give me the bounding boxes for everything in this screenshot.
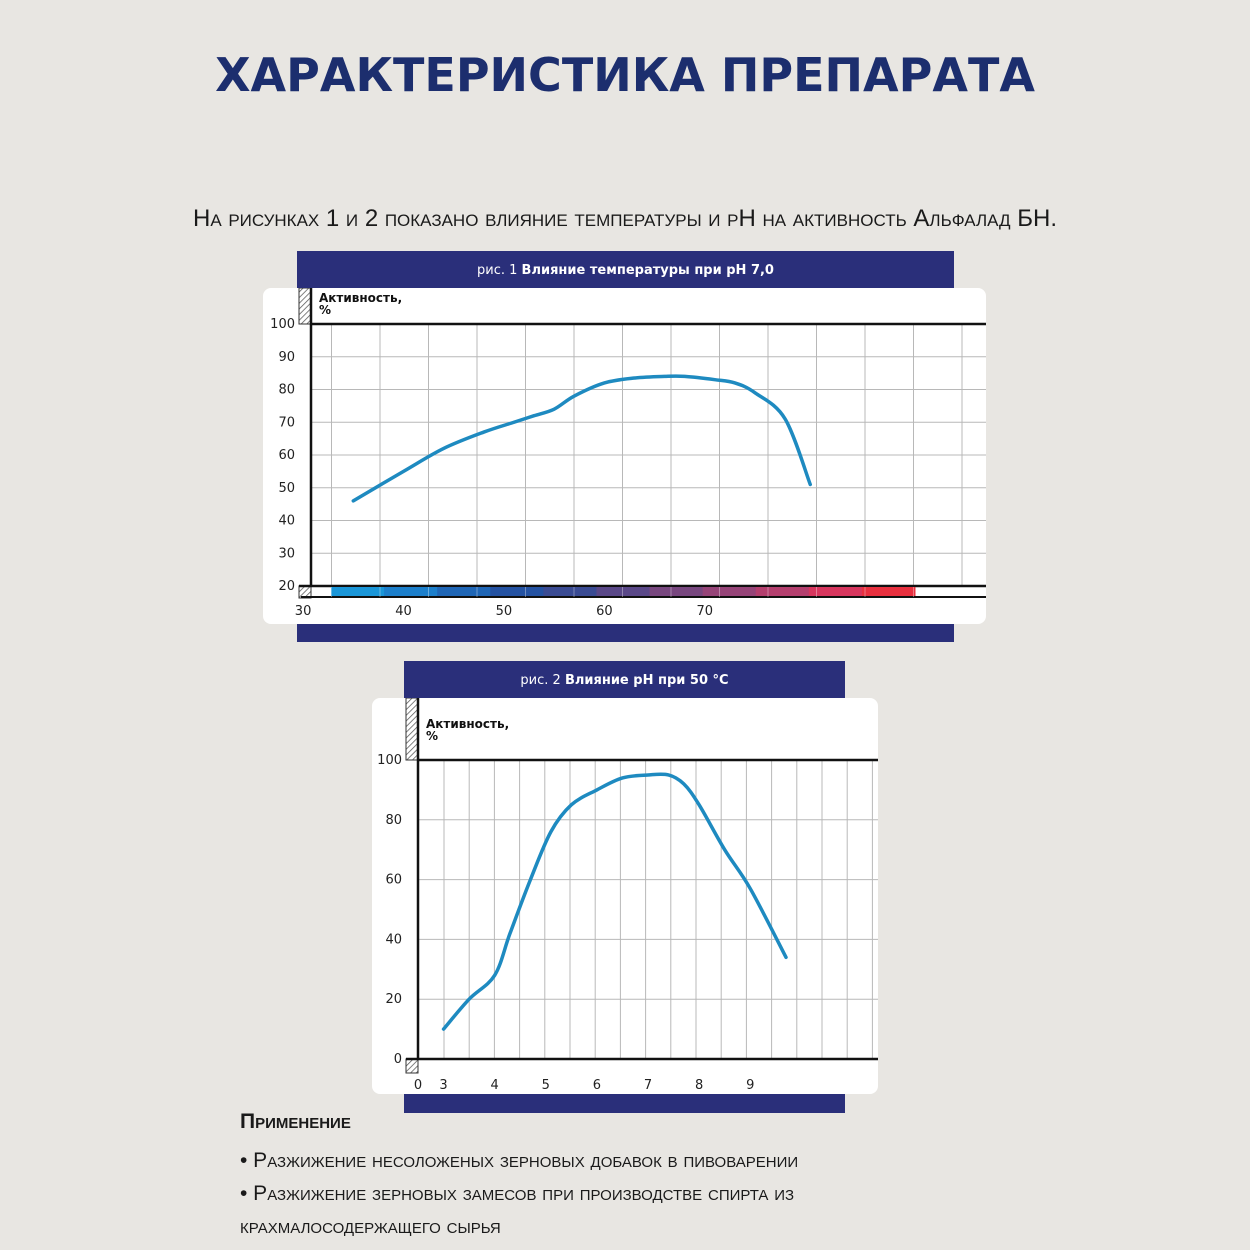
y-tick-label: 80	[278, 382, 295, 398]
temperature-color-segment	[437, 587, 491, 597]
y-tick-label: 30	[278, 546, 295, 562]
x-tick-label: 3	[439, 1078, 448, 1093]
application-list	[240, 1144, 1140, 1243]
application-item: крахмалосодержащего сырья	[240, 1215, 501, 1238]
temperature-color-segment	[596, 587, 650, 597]
x-tick-label: 5	[541, 1078, 550, 1093]
y-tick-label: 60	[385, 872, 402, 888]
chart2-caption	[404, 673, 845, 688]
temperature-color-segment	[756, 587, 810, 597]
y-tick-label: 60	[278, 448, 295, 463]
application-item: • Разжижение несоложеных зерновых добавок в пивоварении	[240, 1149, 799, 1172]
chart1-caption-title: Влияние температуры при pH 7,0	[521, 263, 774, 278]
application-item: • Разжижение зерновых замесов при производстве спирта из	[240, 1182, 795, 1205]
page-title: ХАРАКТЕРИСТИКА ПРЕПАРАТА	[215, 48, 1035, 102]
y-tick-label: 40	[385, 932, 402, 948]
y-axis-label: Активность,	[426, 717, 510, 731]
axis-hatch-post	[406, 698, 418, 760]
activity-curve	[353, 376, 810, 501]
chart2-card	[372, 698, 878, 1094]
y-tick-label: 100	[270, 317, 295, 332]
axis-hatch-stub	[406, 1059, 418, 1073]
x-tick-label: 60	[596, 604, 613, 619]
x-tick-label: 70	[696, 604, 714, 619]
x-tick-label: 8	[694, 1078, 704, 1093]
axis-hatch-post	[299, 288, 311, 324]
y-tick-label: 20	[385, 992, 402, 1008]
temperature-color-segment	[543, 587, 597, 597]
temperature-color-segment	[703, 587, 757, 597]
y-tick-label: 70	[278, 415, 295, 431]
y-axis-label: Активность,	[319, 291, 403, 305]
activity-curve	[444, 774, 786, 1029]
chart2-caption-prefix: рис. 2	[520, 673, 561, 688]
temperature-color-segment	[490, 587, 544, 597]
chart1-caption	[297, 263, 954, 278]
temperature-color-segment	[331, 587, 385, 597]
intro-text: На рисунках 1 и 2 показано влияние температуры и pH на активность Альфалад БН.	[192, 205, 1057, 232]
y-axis-label-unit: %	[426, 729, 439, 743]
x-tick-label: 9	[746, 1078, 755, 1093]
chart1-svg	[263, 288, 986, 624]
x-tick-label: 50	[495, 604, 513, 619]
x-tick-label: 0	[413, 1078, 423, 1093]
y-tick-label: 0	[393, 1052, 402, 1067]
chart1-card	[263, 288, 986, 624]
y-tick-label: 50	[278, 480, 295, 496]
y-tick-label: 80	[385, 812, 402, 828]
temperature-color-segment	[862, 587, 916, 597]
y-tick-label: 40	[278, 513, 295, 529]
chart2-svg	[372, 698, 878, 1094]
y-tick-label: 100	[377, 753, 402, 768]
x-tick-label: 30	[294, 604, 312, 619]
y-tick-label: 20	[278, 579, 295, 594]
chart2-caption-title: Влияние pH при 50 °C	[564, 673, 729, 688]
temperature-color-segment	[650, 587, 704, 597]
x-tick-label: 7	[643, 1078, 653, 1093]
x-tick-label: 40	[395, 604, 412, 619]
chart1-caption-prefix: рис. 1	[477, 263, 518, 278]
x-tick-label: 4	[490, 1078, 499, 1093]
y-tick-label: 90	[278, 349, 295, 365]
temperature-color-segment	[384, 587, 438, 597]
application-heading: Применение	[240, 1110, 351, 1133]
x-tick-label: 6	[592, 1078, 602, 1093]
y-axis-label-unit: %	[319, 303, 332, 317]
